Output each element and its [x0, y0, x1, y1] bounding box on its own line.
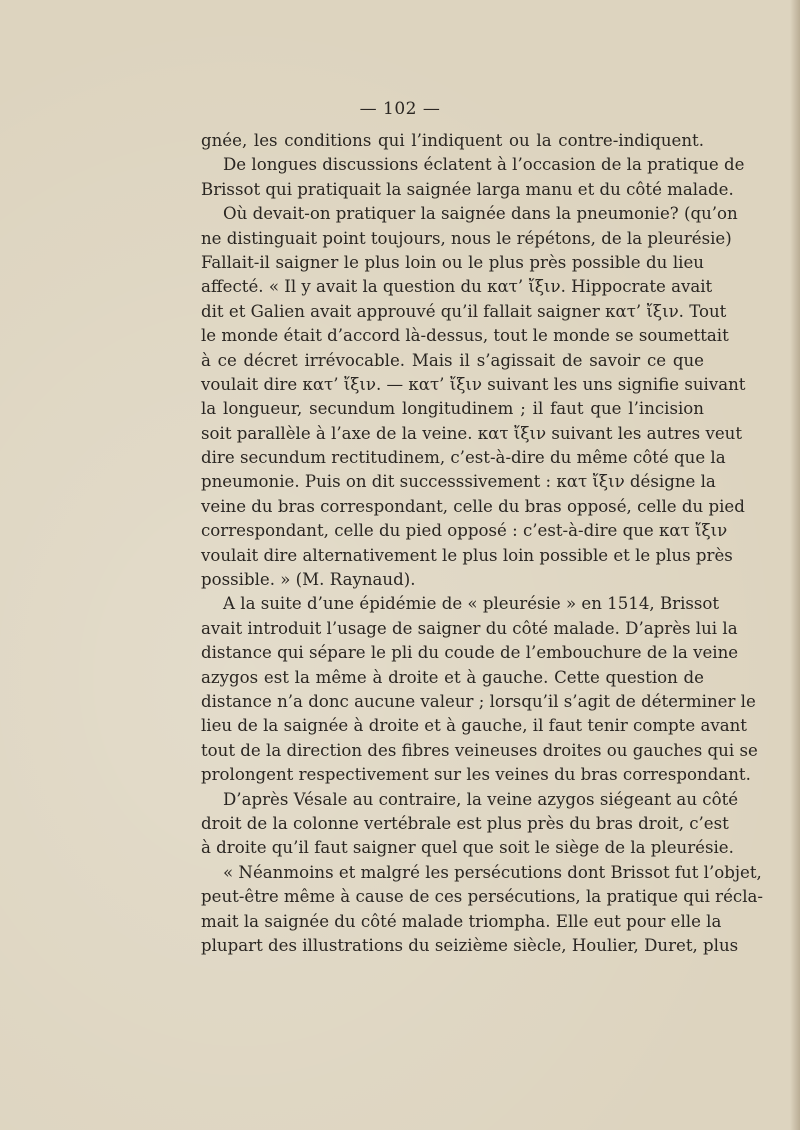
text-line: pneumonie. Puis on dit successsivement : κατ ἴξιν désigne la	[201, 472, 716, 492]
text-line: prolongent respectivement sur les veines du bras correspondant.	[201, 765, 751, 785]
text-line: lieu de la saignée à droite et à gauche, il faut tenir compte avant	[201, 716, 747, 736]
text-line: soit parallèle à l’axe de la veine. κατ ἴξιν suivant les autres veut	[201, 423, 742, 443]
body-text	[201, 129, 764, 958]
text-line: Brissot qui pratiquait la saignée larga manu et du côté malade.	[201, 179, 734, 199]
text-line: droit de la colonne vertébrale est plus près du bras droit, c’est	[201, 813, 729, 833]
text-line: D’après Vésale au contraire, la veine azygos siégeant au côté	[223, 789, 739, 809]
text-line: le monde était d’accord là-dessus, tout le monde se soumettait	[201, 326, 729, 346]
text-line: « Néanmoins et malgré les persécutions dont Brissot fut l’objet,	[223, 862, 762, 882]
text-line: affecté. « Il y avait la question du κατ’ ἴξιν. Hippocrate avait	[201, 277, 713, 297]
text-line: possible. » (M. Raynaud).	[201, 570, 416, 590]
text-line: dit et Galien avait approuvé qu’il fallait saigner κατ’ ἴξιν. Tout	[201, 301, 727, 321]
text-line: correspondant, celle du pied opposé : c’est-à-dire que κατ ἴξιν	[201, 521, 728, 541]
text-line: ne distinguait point toujours, nous le répétons, de la pleurésie)	[201, 228, 732, 248]
text-line: veine du bras correspondant, celle du bras opposé, celle du pied	[201, 496, 745, 516]
text-line: à ce décret irrévocable. Mais il s’agissait de savoir ce que	[201, 350, 704, 370]
text-line: De longues discussions éclatent à l’occasion de la pratique de	[223, 155, 745, 175]
text-line: tout de la direction des fibres veineuses droites ou gauches qui se	[201, 740, 758, 760]
page-number: — 102 —	[359, 99, 441, 119]
text-line: voulait dire alternativement le plus loin possible et le plus près	[201, 545, 733, 565]
page-edge-shadow	[790, 0, 800, 1130]
text-line: A la suite d’une épidémie de « pleurésie » en 1514, Brissot	[223, 594, 720, 614]
text-line: peut-être même à cause de ces persécutions, la pratique qui récla-	[201, 887, 764, 907]
text-line: distance qui sépare le pli du coude de l’embouchure de la veine	[201, 643, 739, 663]
text-line: plupart des illustrations du seizième siècle, Houlier, Duret, plus	[201, 935, 739, 955]
text-line: mait la saignée du côté malade triompha. Elle eut pour elle la	[201, 911, 722, 931]
text-line: gnée, les conditions qui l’indiquent ou la contre-indiquent.	[201, 131, 704, 150]
text-line: voulait dire κατ’ ἴξιν. — κατ’ ἴξιν suivant les uns signifie suivant	[201, 374, 746, 394]
text-line: distance n’a donc aucune valeur ; lorsqu’il s’agit de déterminer le	[201, 691, 756, 711]
text-line: Où devait-on pratiquer la saignée dans la pneumonie? (qu’on	[223, 204, 738, 224]
text-line: Fallait-il saigner le plus loin ou le plus près possible du lieu	[201, 252, 704, 272]
text-line: la longueur, secundum longitudinem ; il faut que l’incision	[201, 399, 704, 419]
text-line: avait introduit l’usage de saigner du côté malade. D’après lui la	[201, 618, 738, 638]
text-line: dire secundum rectitudinem, c’est-à-dire du même côté que la	[201, 448, 726, 468]
text-line: à droite qu’il faut saigner quel que soit le siège de la pleurésie.	[201, 838, 734, 858]
text-line: azygos est la même à droite et à gauche. Cette question de	[201, 667, 704, 687]
